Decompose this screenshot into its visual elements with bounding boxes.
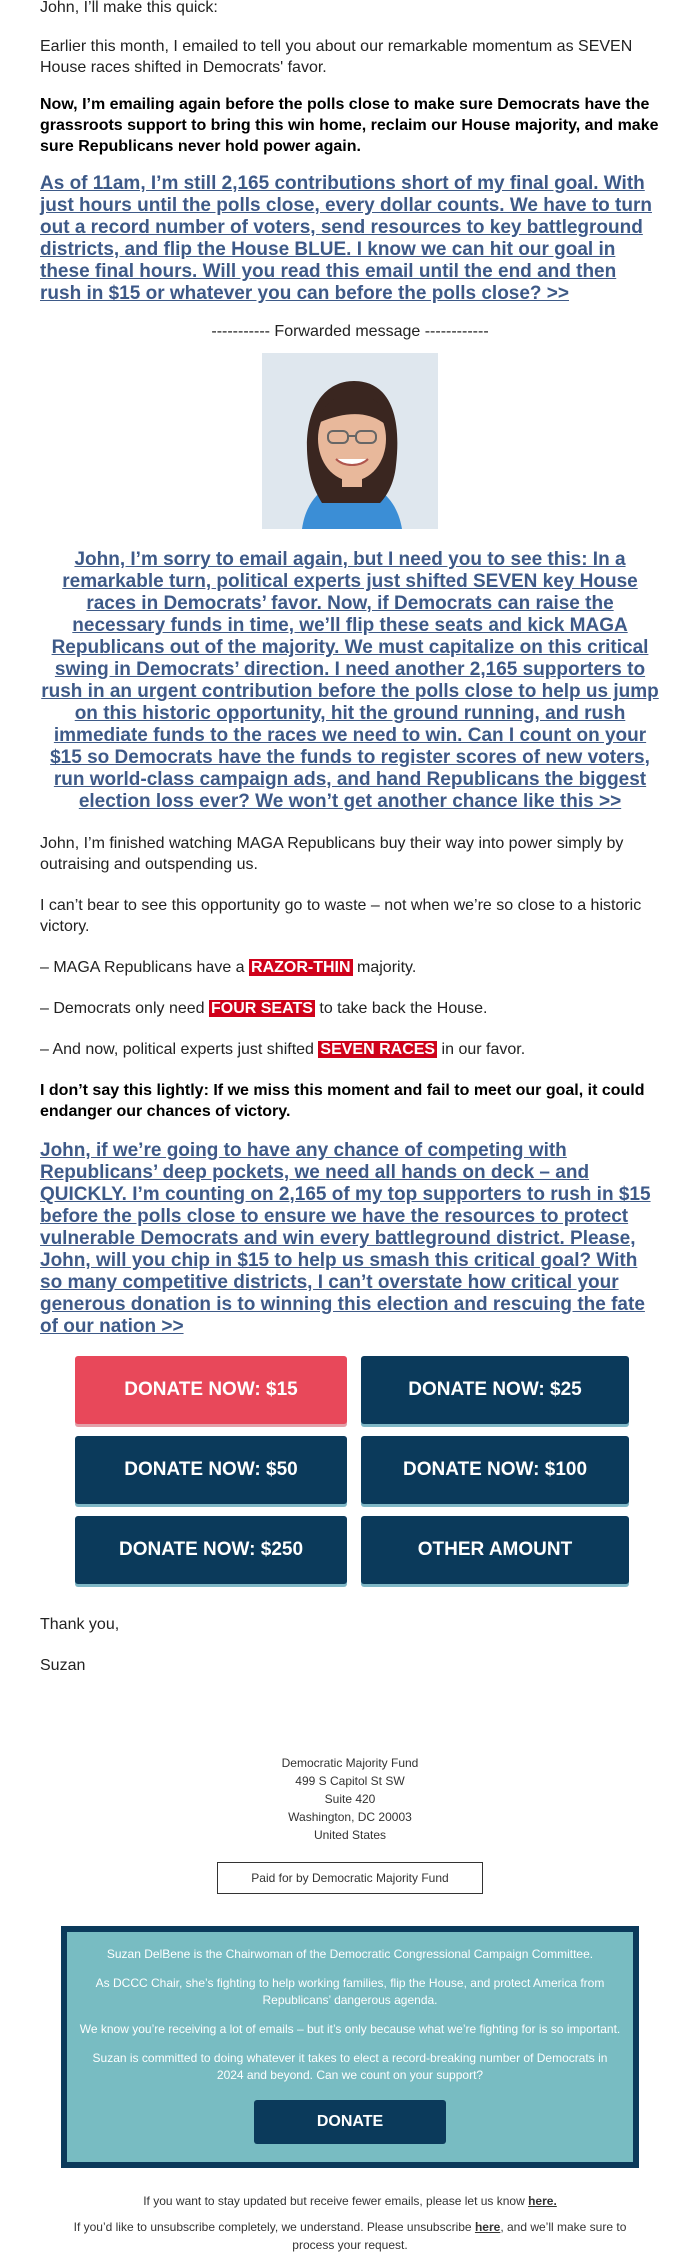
- signature: Suzan: [40, 1657, 86, 1674]
- bullet-seven-races: [40, 1039, 660, 1060]
- donate-15-button[interactable]: DONATE NOW: $15: [75, 1356, 347, 1424]
- fewer-emails-line: [0, 2192, 700, 2210]
- bullet-text-before: – And now, political experts just shifted: [40, 1041, 319, 1058]
- thank-you-text: Thank you,: [40, 1616, 120, 1633]
- donate-link-2[interactable]: John, I’m sorry to email again, but I need you to see this: In a remarkable turn, political experts just shifted SEVEN key House races in Democrats’ favor. Now, if Democrats can raise the necessary funds in time, we’ll flip these seats and kick MAGA Republicans out of the majority. We must capitalize on this critical swing in Democrats’ direction. I need another 2,165 supporters to rush in an urgent contribution before the polls close to help us jump on this historic opportunity, hit the ground running, and rush immediate funds to the races we need to win. Can I count on your $15 so Democrats have the funds to register scores of new voters, run world-class campaign ads, and hand Republicans the biggest election loss ever? We won’t get another chance like this >>: [41, 549, 659, 812]
- donate-link-3[interactable]: John, if we’re going to have any chance of competing with Republicans’ deep pockets, we need all hands on deck – and QUICKLY. I’m counting on 2,165 of my top supporters to rush in $15 before the polls close to ensure we have the resources to protect vulnerable Democrats and win every battleground district. Please, John, will you chip in $15 to help us smash this critical goal? With so many competitive districts, I can’t overstate how critical your generous donation is to winning this election and rescuing the fate of our nation >>: [40, 1140, 651, 1337]
- fewer-emails-text: If you want to stay updated but receive fewer emails, please let us know: [143, 2194, 529, 2208]
- bullet-text-after: to take back the House.: [314, 1000, 488, 1017]
- intro-text: John, I’ll make this quick:: [40, 0, 218, 16]
- org-country: United States: [313, 1828, 387, 1842]
- email-body: [40, 0, 660, 1894]
- unsubscribe-link[interactable]: here: [474, 2220, 501, 2234]
- donate-button-grid: [75, 1356, 625, 1584]
- chair-info-text-4: Suzan is committed to doing whatever it takes to elect a record-breaking number of Democrats in 2024 and beyond. Can we count on your support?: [92, 2051, 608, 2082]
- unsubscribe-text: If you’d like to unsubscribe completely, we understand. Please unsubscribe: [73, 2220, 475, 2234]
- unsubscribe-line: [70, 2218, 630, 2254]
- donate-100-button[interactable]: DONATE NOW: $100: [361, 1436, 629, 1504]
- cant-bear-text: I can’t bear to see this opportunity go to waste – not when we’re so close to a historic victory.: [40, 897, 642, 935]
- donate-250-button[interactable]: DONATE NOW: $250: [75, 1516, 347, 1584]
- chair-info-text-1: Suzan DelBene is the Chairwoman of the Democratic Congressional Campaign Committee.: [106, 1947, 594, 1961]
- chair-info-text-2: As DCCC Chair, she’s fighting to help working families, flip the House, and protect America from Republicans’ dangerous agenda.: [95, 1976, 605, 2007]
- donate-button[interactable]: DONATE: [254, 2100, 446, 2144]
- bullet-text-after: majority.: [352, 959, 417, 976]
- earlier-text: Earlier this month, I emailed to tell you about our remarkable momentum as SEVEN House races shifted in Democrats' favor.: [40, 38, 633, 76]
- forwarded-divider: ----------- Forwarded message ------------: [211, 323, 489, 340]
- other-amount-button[interactable]: OTHER AMOUNT: [361, 1516, 629, 1584]
- dont-say-text: I don’t say this lightly: If we miss this moment and fail to meet our goal, it could endanger our chances of victory.: [40, 1082, 645, 1120]
- footer-unsubscribe: [0, 2192, 700, 2254]
- bullet-four-seats: [40, 998, 660, 1019]
- org-street: 499 S Capitol St SW: [295, 1774, 405, 1788]
- bullet-text-before: – MAGA Republicans have a: [40, 959, 250, 976]
- chair-info-text-3: We know you’re receiving a lot of emails – but it’s only because what we’re fighting for is so important.: [79, 2022, 621, 2036]
- bullet-razor-thin: [40, 957, 660, 978]
- watching-text: John, I’m finished watching MAGA Republicans buy their way into power simply by outraising and outspending us.: [40, 835, 624, 873]
- highlight-badge: RAZOR-THIN: [251, 959, 351, 976]
- donate-50-button[interactable]: DONATE NOW: $50: [75, 1436, 347, 1504]
- emailing-again-text: Now, I’m emailing again before the polls close to make sure Democrats have the grassroots support to bring this win home, reclaim our House majority, and make sure Republicans never hold power again.: [40, 96, 659, 155]
- paid-for-disclaimer: Paid for by Democratic Majority Fund: [217, 1862, 483, 1894]
- donate-link-1[interactable]: As of 11am, I’m still 2,165 contributions short of my final goal. With just hours until the polls close, every dollar counts. We have to turn out a record number of voters, send resources to key battleground districts, and flip the House BLUE. I know we can hit our goal in these final hours. Will you read this email until the end and then rush in $15 or whatever you can before the polls close? >>: [40, 173, 652, 304]
- org-city: Washington, DC 20003: [288, 1810, 412, 1824]
- bullet-text-before: – Democrats only need: [40, 1000, 209, 1017]
- donate-25-button[interactable]: DONATE NOW: $25: [361, 1356, 629, 1424]
- highlight-badge: FOUR SEATS: [210, 1000, 313, 1017]
- highlight-badge: SEVEN RACES: [320, 1041, 436, 1058]
- bullet-text-after: in our favor.: [437, 1041, 526, 1058]
- org-name: Democratic Majority Fund: [281, 1756, 419, 1770]
- unsubscribe-text-after: , and we’ll make sure to process your request.: [292, 2220, 627, 2252]
- suzan-portrait-photo: [262, 353, 438, 529]
- org-suite: Suite 420: [324, 1792, 376, 1806]
- org-address: [40, 1754, 660, 1844]
- chair-info-box: [61, 1926, 639, 2168]
- fewer-emails-link[interactable]: here.: [528, 2194, 557, 2208]
